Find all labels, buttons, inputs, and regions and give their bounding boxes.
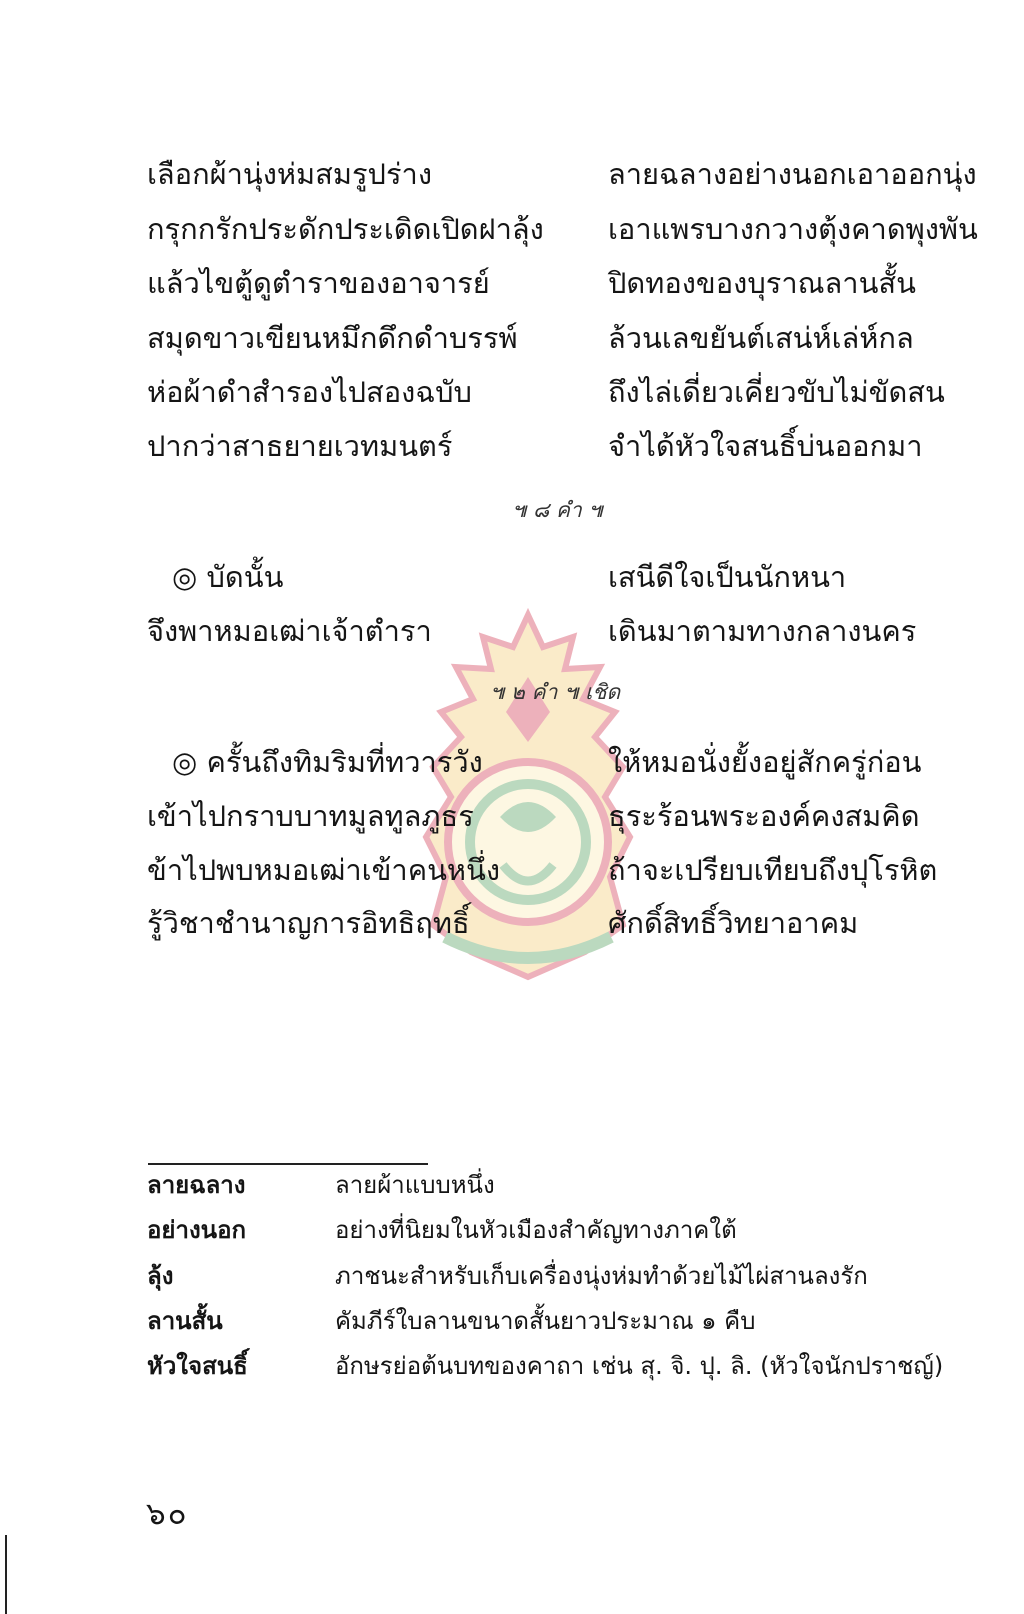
page-number: ๖๐ [146, 1496, 189, 1532]
glossary-term: หัวใจสนธิ์ [147, 1352, 248, 1380]
verse-right: ศักดิ์สิทธิ์วิทยาอาคม [608, 906, 859, 940]
verse-right: เดินมาตามทางกลางนคร [608, 614, 917, 648]
glossary-term: ลุ้ง [147, 1262, 174, 1290]
verse-left: จึงพาหมอเฒ่าเจ้าตำรา [147, 614, 432, 648]
verse-left: สมุดขาวเขียนหมึกดึกดำบรรพ์ [147, 321, 518, 355]
verse-left: แล้วไขตู้ดูตำราของอาจารย์ [147, 266, 490, 300]
glossary-term: อย่างนอก [147, 1216, 247, 1244]
verse-right: ธุระร้อนพระองค์คงสมคิด [608, 799, 920, 833]
verse-right: ปิดทองของบุราณลานสั้น [608, 266, 916, 300]
verse-left: ◎ บัดนั้น [172, 560, 284, 594]
stage-direction: ๚ ๘ คำ ๚ [512, 498, 603, 522]
verse-left: ห่อผ้าดำสำรองไปสองฉบับ [147, 375, 472, 409]
glossary-definition: ภาชนะสำหรับเก็บเครื่องนุ่งห่มทำด้วยไม้ไผ่สานลงรัก [335, 1262, 868, 1290]
verse-right: ถ้าจะเปรียบเทียบถึงปุโรหิต [608, 853, 938, 887]
verse-right: ล้วนเลขยันต์เสน่ห์เล่ห์กล [608, 321, 914, 355]
glossary-definition: ลายผ้าแบบหนึ่ง [335, 1171, 495, 1199]
verse-left: เลือกผ้านุ่งห่มสมรูปร่าง [147, 157, 432, 191]
verse-left: ◎ ครั้นถึงทิมริมที่ทวารวัง [172, 745, 483, 779]
verse-right: เอาแพรบางกวางตุ้งคาดพุงพัน [608, 212, 978, 246]
footnote-divider [148, 1163, 428, 1165]
verse-left: เข้าไปกราบบาทมูลทูลภูธร [147, 799, 474, 833]
verse-right: ลายฉลางอย่างนอกเอาออกนุ่ง [608, 157, 977, 191]
glossary-term: ลายฉลาง [147, 1171, 246, 1199]
verse-right: ถึงไล่เดี่ยวเคี่ยวขับไม่ขัดสน [608, 375, 945, 409]
verse-right: เสนีดีใจเป็นนักหนา [608, 560, 847, 594]
glossary-term: ลานสั้น [147, 1307, 223, 1335]
stage-direction: ๚ ๒ คำ ๚ เชิด [490, 680, 621, 704]
scan-edge-line [5, 1535, 7, 1614]
verse-left: รู้วิชาชำนาญการอิทธิฤทธิ์ [147, 906, 470, 940]
verse-left: กรุกกรักประดักประเดิดเปิดฝาลุ้ง [147, 212, 544, 246]
glossary-definition: อักษรย่อต้นบทของคาถา เช่น สุ. จิ. ปุ. ลิ. (หัวใจนักปราชญ์) [335, 1352, 944, 1380]
verse-left: ข้าไปพบหมอเฒ่าเข้าคนหนึ่ง [147, 853, 501, 887]
verse-left: ปากว่าสาธยายเวทมนตร์ [147, 429, 453, 463]
verse-right: ให้หมอนั่งยั้งอยู่สักครู่ก่อน [608, 745, 922, 779]
glossary-definition: อย่างที่นิยมในหัวเมืองสำคัญทางภาคใต้ [335, 1216, 737, 1244]
glossary-definition: คัมภีร์ใบลานขนาดสั้นยาวประมาณ ๑ คืบ [335, 1307, 756, 1335]
verse-right: จำได้หัวใจสนธิ์บ่นออกมา [608, 429, 923, 463]
